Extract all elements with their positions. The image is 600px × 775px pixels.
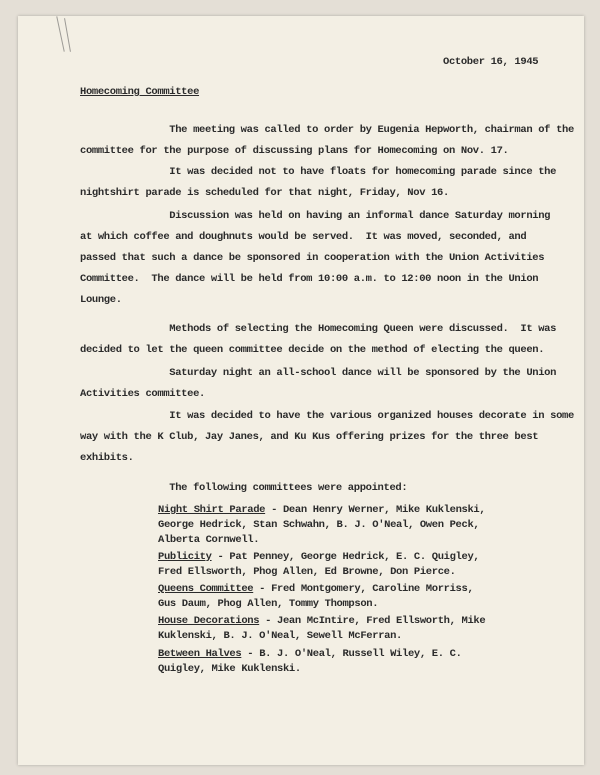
committee-members: Alberta Cornwell.: [158, 534, 260, 546]
committee-members: George Hedrick, Stan Schwahn, B. J. O'Neal, Owen Peck,: [158, 519, 480, 531]
paragraph-line: Methods of selecting the Homecoming Queen were discussed. It was: [80, 323, 557, 335]
paragraph: [80, 319, 556, 361]
paragraph-line: nightshirt parade is scheduled for that night, Friday, Nov 16.: [80, 187, 449, 199]
committee-entry: House Decorations - Jean McIntire, Fred Ellsworth, Mike Kuklenski, B. J. O'Neal, Sewell McFerran.: [158, 615, 486, 642]
paragraph-line: at which coffee and doughnuts would be served. It was moved, seconded, and: [80, 231, 527, 243]
paragraph: [80, 478, 407, 499]
pen-mark: [64, 18, 71, 52]
paragraph-line: The following committees were appointed:: [80, 482, 408, 494]
committee-members: Quigley, Mike Kuklenski.: [158, 663, 301, 675]
committee-entry: Night Shirt Parade - Dean Henry Werner, Mike Kuklenski, George Hedrick, Stan Schwahn, B. J. O'Neal, Owen Peck, Alberta Cornwell.: [158, 504, 486, 546]
paragraph-line: committee for the purpose of discussing plans for Homecoming on Nov. 17.: [80, 145, 509, 157]
paragraph-line: Saturday night an all-school dance will be sponsored by the Union: [80, 367, 557, 379]
committee-members: Fred Ellsworth, Phog Allen, Ed Browne, Don Pierce.: [158, 566, 456, 578]
document-title: Homecoming Committee: [80, 86, 200, 98]
committee-entry: Between Halves - B. J. O'Neal, Russell Wiley, E. C. Quigley, Mike Kuklenski.: [158, 648, 462, 675]
paragraph: [80, 162, 556, 204]
committee-name: Between Halves: [158, 648, 242, 660]
committee-members: Pat Penney, George Hedrick, E. C. Quigley,: [229, 551, 480, 563]
committee-members: B. J. O'Neal, Russell Wiley, E. C.: [259, 648, 462, 660]
committee-members: Dean Henry Werner, Mike Kuklenski,: [282, 504, 486, 516]
paragraph-line: Activities committee.: [80, 388, 205, 400]
committee-members: Gus Daum, Phog Allen, Tommy Thompson.: [158, 598, 379, 610]
committee-members: Jean McIntire, Fred Ellsworth, Mike: [277, 615, 486, 627]
committee-entry: Publicity - Pat Penney, George Hedrick, E. C. Quigley, Fred Ellsworth, Phog Allen, Ed Browne, Don Pierce.: [158, 551, 480, 578]
paragraph-line: It was decided not to have floats for homecoming parade since the: [80, 166, 557, 178]
paragraph: [80, 406, 574, 469]
paragraph: [80, 363, 556, 405]
committee-name: Publicity: [158, 551, 212, 563]
paragraph-line: It was decided to have the various organized houses decorate in some: [80, 410, 574, 422]
paragraph: [80, 206, 550, 311]
paragraph-line: Discussion was held on having an informal dance Saturday morning: [80, 210, 551, 222]
pen-mark: [56, 16, 64, 51]
document-page: [18, 16, 584, 765]
committee-members: Kuklenski, B. J. O'Neal, Sewell McFerran.: [158, 630, 402, 642]
document-date: October 16, 1945: [443, 56, 539, 68]
committee-members: Fred Montgomery, Caroline Morriss,: [271, 583, 474, 595]
committee-name: Queens Committee: [158, 583, 254, 595]
paragraph-line: The meeting was called to order by Eugenia Hepworth, chairman of the: [80, 124, 574, 136]
paragraph: [80, 120, 574, 162]
committee-name: House Decorations: [158, 615, 260, 627]
paragraph-line: Committee. The dance will be held from 10:00 a.m. to 12:00 noon in the Union: [80, 273, 539, 285]
committee-entry: Queens Committee - Fred Montgomery, Caroline Morriss, Gus Daum, Phog Allen, Tommy Thompson.: [158, 583, 474, 610]
paragraph-line: Lounge.: [80, 294, 122, 306]
paragraph-line: exhibits.: [80, 452, 134, 464]
paragraph-line: decided to let the queen committee decide on the method of electing the queen.: [80, 344, 545, 356]
committee-name: Night Shirt Parade: [158, 504, 266, 516]
paragraph-line: passed that such a dance be sponsored in cooperation with the Union Activities: [80, 252, 545, 264]
paragraph-line: way with the K Club, Jay Janes, and Ku Kus offering prizes for the three best: [80, 431, 539, 443]
